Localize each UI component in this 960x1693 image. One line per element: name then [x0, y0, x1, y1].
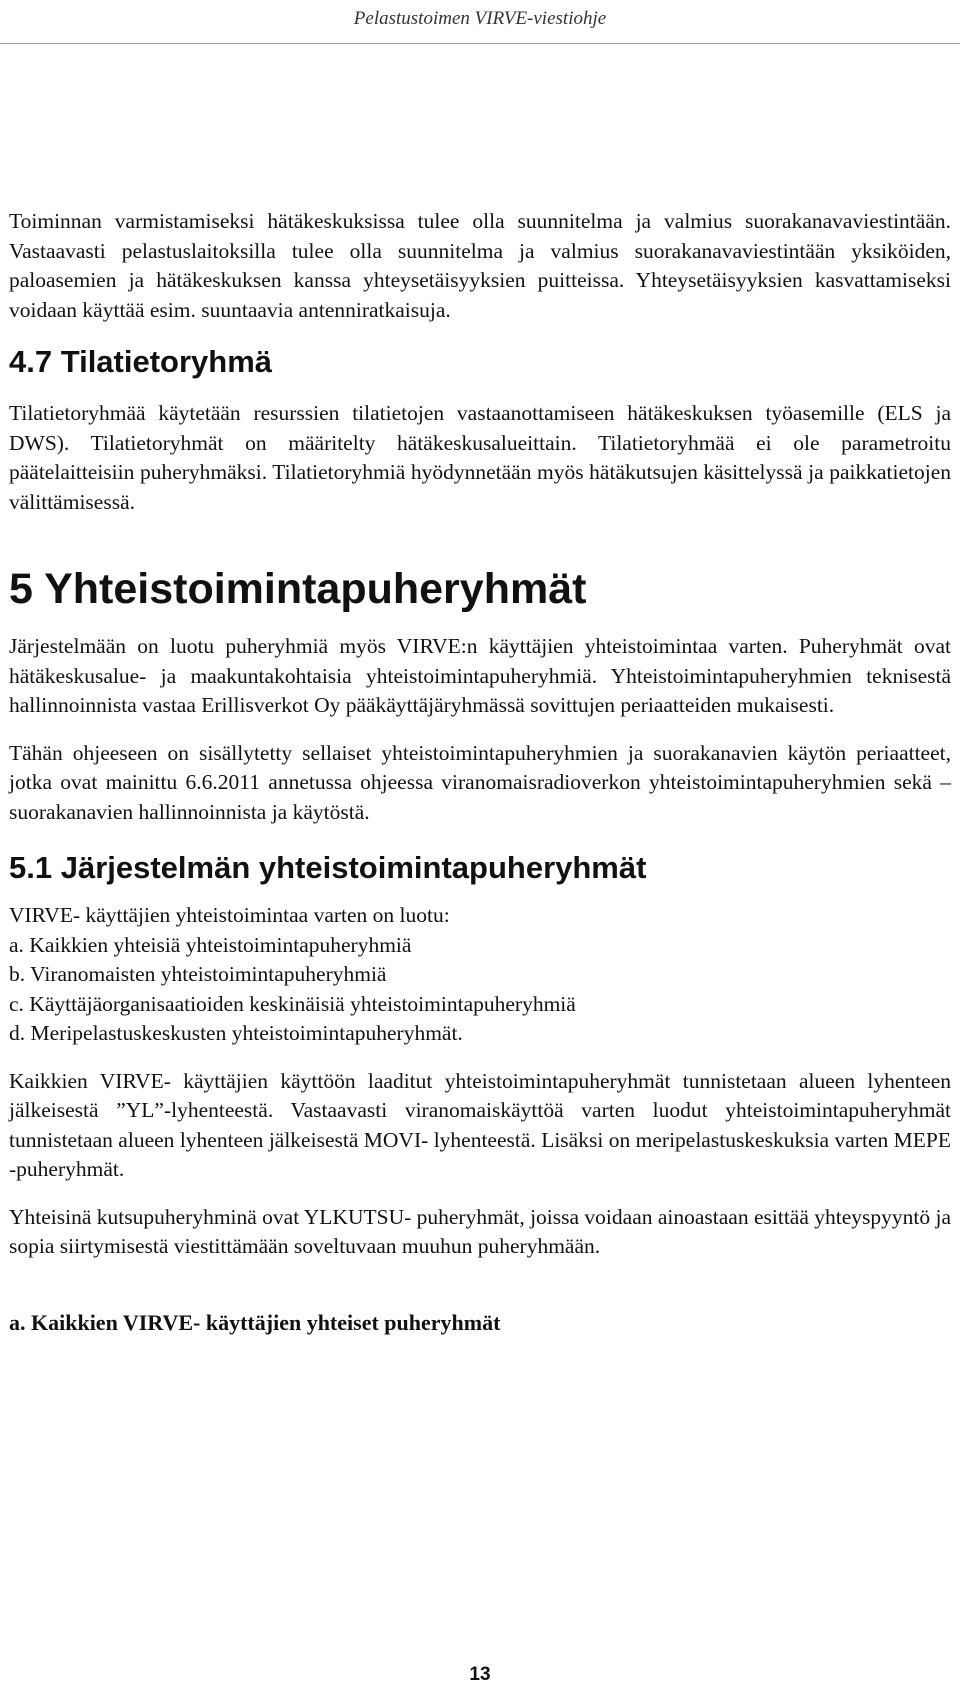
heading-a: a. Kaikkien VIRVE- käyttäjien yhteiset puheryhmät	[9, 1309, 501, 1335]
running-header: Pelastustoimen VIRVE-viestiohje	[353, 8, 607, 29]
list-item: a. Kaikkien yhteisiä yhteistoimintapuheryhmiä	[9, 932, 412, 957]
tilatieto-paragraph: Tilatietoryhmää käytetään resurssien tilatietojen vastaanottamiseen hätäkeskuksen työasemille (ELS ja DWS). Tilatietoryhmät on määritelty hätäkeskusalueittain. Tilatietoryhmää ei ole parametroitu päätelaitteisiin puheryhmäksi. Tilatietoryhmiä hyödynnetään myös hätäkutsujen käsittelyssä ja paikkatietojen välittämisessä.	[9, 401, 951, 514]
heading-4-7: 4.7 Tilatietoryhmä	[9, 344, 273, 379]
intro-paragraph: Toiminnan varmistamiseksi hätäkeskuksissa tulee olla suunnitelma ja valmius suorakanavaviestintään. Vastaavasti pelastuslaitoksilla tulee olla suunnitelma ja valmius suorakanavaviestintään yksiköiden, paloasemien ja hätäkeskuksen kanssa yhteysetäisyyksien puitteissa. Yhteysetäisyyksien kasvattamiseksi voidaan käyttää esim. suuntaavia antenniratkaisuja.	[9, 209, 951, 322]
yhteistoiminta-paragraph-2: Tähän ohjeeseen on sisällytetty sellaiset yhteistoimintapuheryhmien ja suorakanavien käytön periaatteet, jotka ovat mainittu 6.6.2011 annetussa ohjeessa viranomaisradioverkon yhteistoimintapuheryhmien sekä –suorakanavien hallinnoinnista ja käytöstä.	[9, 740, 951, 824]
ylkutsu-paragraph: Yhteisinä kutsupuheryhminä ovat YLKUTSU- puheryhmät, joissa voidaan ainoastaan esittää yhteyspyyntö ja sopia siirtymisestä viestittämään soveltuvaan muuhun puheryhmään.	[9, 1204, 952, 1258]
lyhenteet-paragraph: Kaikkien VIRVE- käyttäjien käyttöön laaditut yhteistoimintapuheryhmät tunnistetaan alueen lyhenteen jälkeisestä ”YL”-lyhenteestä. Vastaavasti viranomaiskäyttöä varten luodut yhteistoimintapuheryhmät tunnistetaan alueen lyhenteen jälkeisestä MOVI- lyhenteestä. Lisäksi on meripelastuskeskuksia varten MEPE -puheryhmät.	[9, 1068, 951, 1181]
list-item: d. Meripelastuskeskusten yhteistoimintapuheryhmät.	[9, 1021, 463, 1045]
page-number: 13	[469, 1664, 491, 1685]
heading-5-1: 5.1 Järjestelmän yhteistoimintapuheryhmät	[9, 850, 647, 885]
list-item: c. Käyttäjäorganisaatioiden keskinäisiä yhteistoimintapuheryhmiä	[9, 991, 576, 1016]
list-item: b. Viranomaisten yhteistoimintapuheryhmiä	[9, 962, 387, 986]
header-divider	[0, 43, 960, 44]
group-list	[9, 901, 951, 1049]
page-body	[9, 207, 951, 1338]
heading-5: 5 Yhteistoimintapuheryhmät	[9, 565, 587, 613]
list-intro: VIRVE- käyttäjien yhteistoimintaa varten on luotu:	[9, 903, 450, 927]
yhteistoiminta-paragraph-1: Järjestelmään on luotu puheryhmiä myös VIRVE:n käyttäjien yhteistoimintaa varten. Puheryhmät ovat hätäkeskusalue- ja maakuntakohtaisia yhteistoimintapuheryhmiä. Yhteistoimintapuheryhmien teknisestä hallinnoinnista vastaa Erillisverkot Oy pääkäyttäjäryhmässä sovittujen periaatteiden mukaisesti.	[9, 634, 951, 717]
